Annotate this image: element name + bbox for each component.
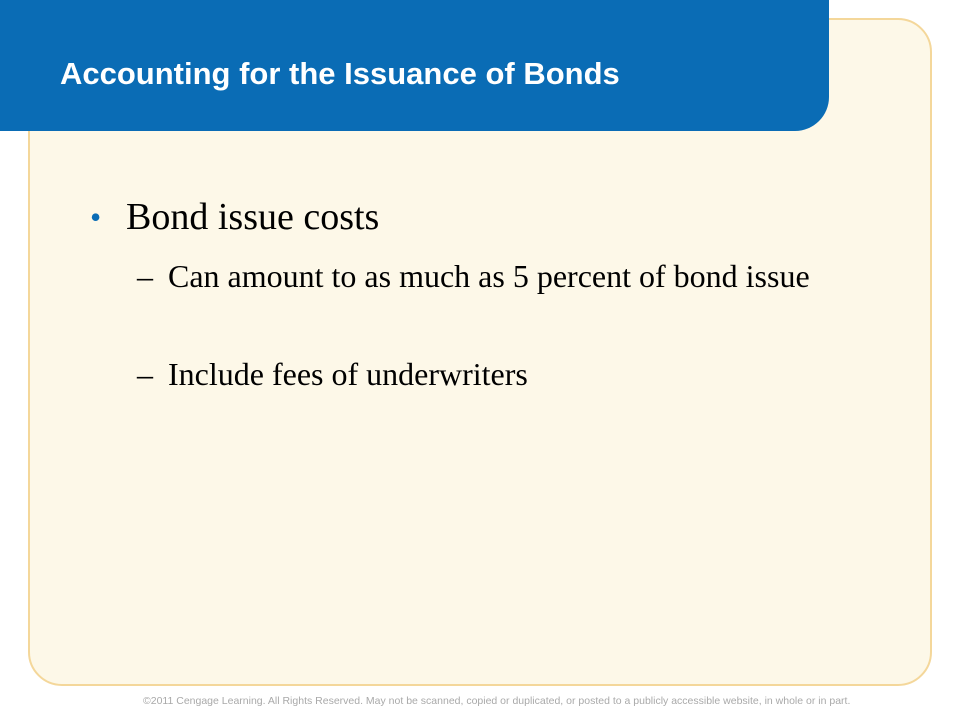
bullet-item-bond-issue-costs: [90, 193, 850, 241]
title-bar: [0, 0, 829, 131]
bullet-text: Bond issue costs: [126, 196, 380, 238]
sub-bullet-text: Can amount to as much as 5 percent of bond issue: [168, 258, 810, 294]
sub-bullet-marker: –: [137, 258, 153, 294]
sub-bullet-text: Include fees of underwriters: [168, 356, 528, 392]
slide-title: Accounting for the Issuance of Bonds: [60, 56, 620, 91]
copyright-footer: ©2011 Cengage Learning. All Rights Reserved. May not be scanned, copied or duplicated, or posted to a publicly accessible website, in whole or in part.: [143, 695, 851, 707]
sub-bullet-marker: –: [137, 356, 153, 392]
bullet-marker: •: [90, 199, 102, 235]
